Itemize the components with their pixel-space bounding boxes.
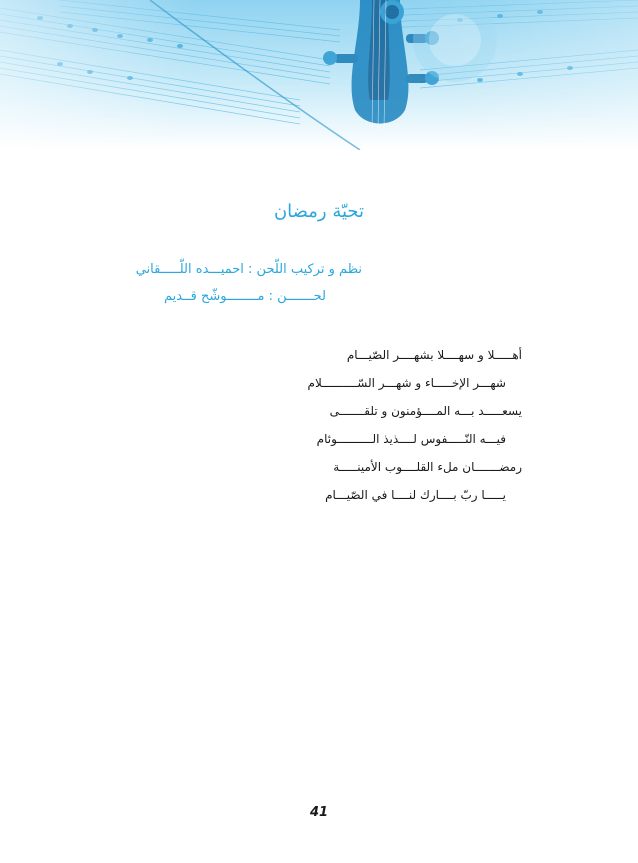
verse-line: شهـــر الإخـــــاء و شهـــر السّــــــــــلام <box>307 376 506 390</box>
verse-line: يـــــا ربّ بــــارك لنــــا في الصّيـــام <box>325 488 506 502</box>
melody-credit: لحـــــــن : مــــــــوشّح قــديم <box>163 289 326 304</box>
verse-line: رمضـــــــان ملء القلــــوب الأمينـــــة <box>333 460 522 474</box>
page-title: تحيّة رمضان <box>273 201 365 222</box>
page-number: 41 <box>309 805 329 820</box>
verse-line: أهـــــلا و سهــــلا بشهــــر الصّيـــام <box>346 348 522 362</box>
verse-line: فيـــه النّـــــفوس لــــذيذ الــــــــــوئام <box>316 432 506 446</box>
lyrics-composition-credit: نظم و تركيب اللّحن : احميـــده اللّـــــقاني <box>135 262 362 277</box>
violin-sheet-music-banner <box>0 0 638 150</box>
verse-line: يسعـــــد بـــه المــــؤمنون و تلقـــــــى <box>329 404 522 418</box>
